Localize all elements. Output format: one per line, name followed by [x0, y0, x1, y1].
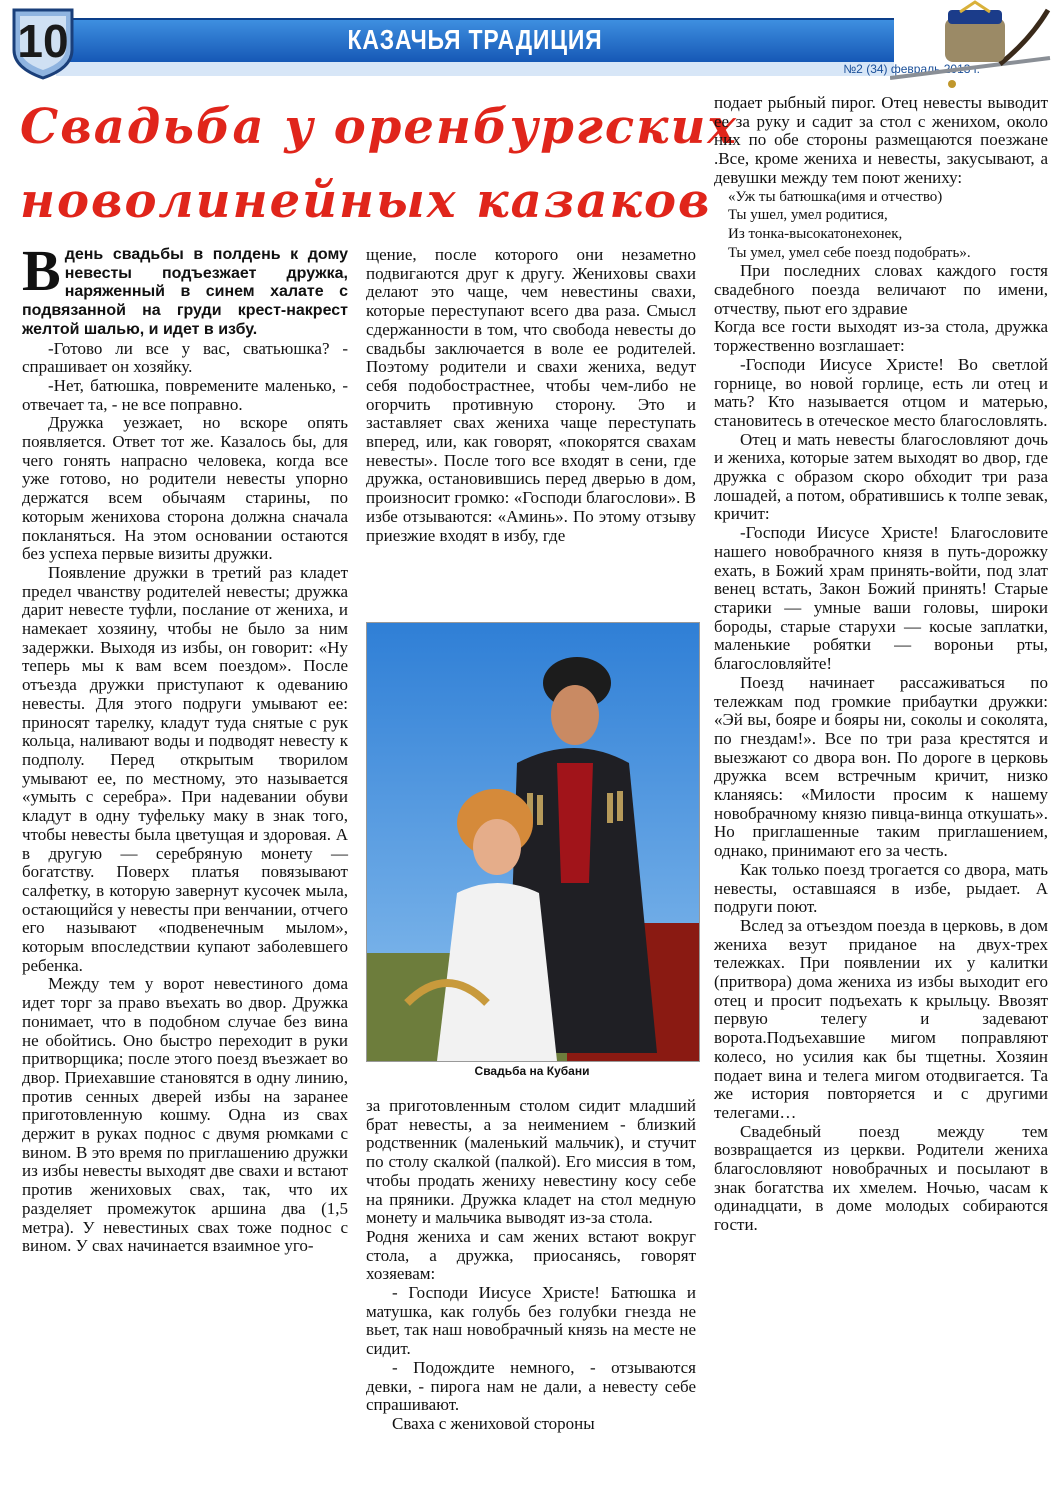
- paragraph: за приготовленным столом сидит младший брат невесты, а за неимением - близкий родственник (маленький мальчик), и стучит по столу скалкой (палкой). Его миссия в том, чтобы продать жениху невестину косу себе на пряники. Дружка кладет на стол медную монету и мальчика выводят из-за стола.: [366, 1096, 696, 1228]
- paragraph: Родня жениха и сам жених встают вокруг стола, а дружка, приосанясь, говорят хозяевам:: [366, 1226, 696, 1284]
- paragraph: подает рыбный пирог. Отец невесты выводит ее за руку и садит за стол с женихом, около них по обе стороны размещаются поезжане .Все, кроме жениха и невесты, закусывают, а девушки между тем поют жениху:: [714, 93, 1048, 187]
- paragraph: -Господи Иисусе Христе! Во светлой горнице, во новой горлице, есть ли отец и мать? Кто называется отцом и матерью, становитесь в отеческое место благословлять.: [714, 354, 1048, 430]
- article-headline: [20, 90, 739, 238]
- cossack-emblem: [890, 0, 1060, 92]
- song-line: Ты ушел, умел родитися,: [728, 207, 888, 224]
- article-column-2-top: [366, 246, 696, 545]
- paragraph: - Подождите немного, - отзываются девки, - пирога нам не дали, а невесту себе спрашивают.: [366, 1357, 696, 1415]
- article-column-2-bottom: [366, 1097, 696, 1434]
- paragraph: -Готово ли все у вас, сватьюшка? - спрашивает он хозяйку.: [22, 338, 348, 377]
- song-line: «Уж ты батюшка(имя и отчество): [728, 188, 943, 205]
- song-line: Ты умел, умел себе поезд подобрать».: [728, 244, 971, 261]
- paragraph: Сваха с жениховой стороны: [392, 1413, 595, 1433]
- headline-line-1: Свадьба у оренбургских: [20, 99, 739, 155]
- headline-line-2: новолинейных казаков: [20, 173, 712, 229]
- lead-paragraph: [22, 238, 348, 340]
- paragraph: -Нет, батюшка, повремените маленько, - отвечает та, - не все поправно.: [22, 375, 348, 414]
- paragraph: - Господи Иисусе Христе! Батюшка и матушка, как голубь без голубки гнезда не вьет, так наш новобрачный князь на месте не сидит.: [366, 1283, 696, 1359]
- papakha-saber-icon: [890, 0, 1060, 92]
- page-header: [0, 0, 1060, 92]
- song-line: Из тонка-высокатонехонек,: [728, 225, 903, 242]
- section-title: КАЗАЧЬЯ ТРАДИЦИЯ: [347, 24, 603, 55]
- paragraph: щение, после которого они незаметно подвигаются друг к другу. Жениховы свахи делают это чаще, чем невестины свахи, которые переступают всего два раза. Смысл сдержанности в том, что свобода невесты до свадьбы заключается в воле ее родителей. Поэтому родители и свахи жениха, ведут себя подобострастнее, чтобы чем-либо не огорчить противную сторону. Это и заставляет свах жениха чаще переступать вперед, или, как говорят, «покорятся свахам невесты». После того все входят в сени, где дружка, остановившись перед дверью в дом, произносит громко: «Господи благослови». В избе отзываются: «Аминь». По этому отзыву приезжие входят в избу, где: [366, 245, 696, 545]
- photo-image: [367, 623, 699, 1061]
- paragraph: Поезд начинает рассаживаться по тележкам под громкие прибаутки дружки: «Эй вы, бояре и бояры ни, соколы и соколята, по гнездам!». Все по три раза крестятся и выезжают со двора вон. По дороге в церковь дружка всем встречным кричит, низко кланяясь: «Милости просим к нашему новобрачному князю пивца-винца откушать». Но приглашенные таким приглашением, однако, принимают его за честь.: [714, 672, 1048, 861]
- lead-text: день свадьбы в полдень к дому невесты подъезжает дружка, наряженный в синем халате с подвязанной на груди крест-накрест желтой шалью, и идет в избу.: [22, 246, 348, 338]
- photo-caption: Свадьба на Кубани: [474, 1064, 590, 1078]
- section-banner: [56, 18, 894, 64]
- banner-underline: [56, 62, 894, 76]
- paragraph: Отец и мать невесты благословляют дочь и жениха, которые затем выходят во двор, где дружка с образом скоро обходит три раза лошадей, а потом, обратившись к толпе зевак, кричит:: [714, 429, 1048, 524]
- paragraph: Между тем у ворот невестиного дома идет торг за право въехать во двор. Дружка понимает, что в подобном случае без вина не обойтись. Оно быстро переходит в руки притворщика; после этого поезд въезжает во двор. Приехавшие становятся в одну линию, против сенных дверей избы на заранее приготовленную кошму. Одна из свах держит в руках поднос с двумя рюмками с вином. В это время по приглашению дружки из избы невесты выходят две свахи и встают против жениховых свах, так, что их разделяет промежуток аршина два (1,5 метра). У невестиных свах тоже поднос с вином. У свах начинается взаимное уго-: [22, 974, 348, 1256]
- paragraph: Как только поезд трогается со двора, мать невесты, оставшаяся в избе, рыдает. А подруги поют.: [714, 859, 1048, 917]
- paragraph: Когда все гости выходят из-за стола, дружка торжественно возглашает:: [714, 317, 1048, 356]
- paragraph: Появление дружки в третий раз кладет предел чванству родителей невесты; дружка дарит невесте туфли, послание от жениха, и намекает хозяину, чтобы не было за ним задержки. Выходя из избы, он говорит: «Ну теперь мы к вам всем поездом». После отъезда дружки приступают к одеванию невесты. Для этого подруги умывают ее: приносят тарелку, кладут туда снятые с рук кольца, наливают воды и подводят невесту к подполу. Перед открытым творилом умывают ее, по местному, это называется «умыть с серебра». При надевании обуви кладут в одну туфельку маку в знак того, чтобы невесты была цветущая и здоровая. А в другую — серебряную монету — богатству. Поверх платья повязывают салфетку, в которую завернут кусочек мыла, остающийся у невесты при венчании, отчего его называют «подвенечным мылом», которым впоследствии купают заболевшего ребенка.: [22, 562, 348, 975]
- drop-cap: В: [22, 238, 61, 303]
- wedding-photo: [366, 622, 700, 1062]
- issue-info: №2 (34) февраль 2013 г.: [843, 62, 980, 76]
- paragraph: -Господи Иисусе Христе! Благословите нашего новобрачного князя в путь-дорожку ехать, в Божий храм принять-войти, под злат венец встать, Закон Божий принять! Старые старики — умные ваши головы, широки бороды, старые старухи — косые заплатки, маленькие робятки — вороньи рты, благословляйте!: [714, 523, 1048, 674]
- article-column-1: [22, 238, 348, 1256]
- page-number-badge: [8, 6, 78, 80]
- article-column-3: [714, 94, 1048, 1235]
- paragraph: При последних словах каждого гостя свадебного поезда величают по имени, отчеству, пьют его здравие: [714, 261, 1048, 318]
- paragraph: Дружка уезжает, но вскоре опять появляется. Ответ тот же. Казалось бы, для чего гонять напрасно человека, когда все уже готово, но родители невесты упорно держатся всем обычаям старины, по которым женихова сторона должна сначала покланяться. На этом основании остаются без успеха первые визиты дружки.: [22, 413, 348, 564]
- paragraph: Вслед за отъездом поезда в церковь, в дом жениха везут приданое на двух-трех тележках. При появлении их у калитки (притвора) дома жениха из избы выходит его отец и просит подъехать к крыльцу. Ввозят первую телегу и задевают ворота.Подъехавшие мигом поправляют колесо, но усилия как бы тщетны. Хозяин подает вина и телега мигом отодвигается. Та же история повторяется и с другими телегами…: [714, 915, 1048, 1122]
- paragraph: Свадебный поезд между тем возвращается из церкви. Родители жениха благословляют новобрачных и посылают в знак богатства их хмелем. Ночью, часам к одинадцати, в доме молодых собираются гости.: [714, 1121, 1048, 1235]
- page-number: 10: [17, 15, 69, 67]
